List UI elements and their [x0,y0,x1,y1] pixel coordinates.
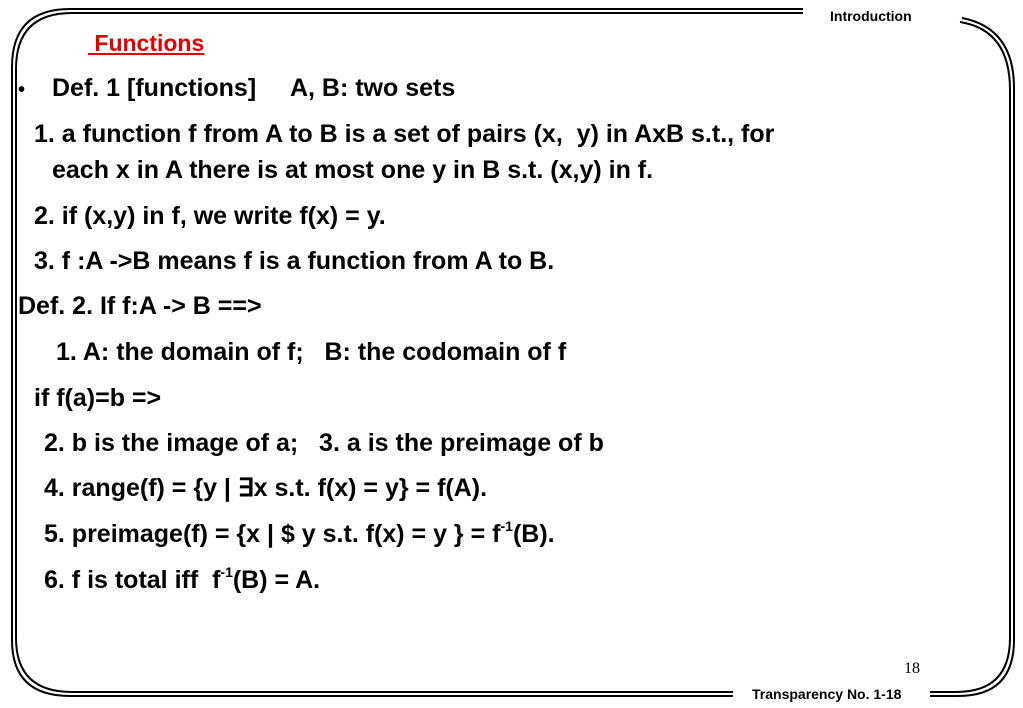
def1-item3: 3. f :A ->B means f is a function from A to B. [34,247,555,275]
transparency-footer: Transparency No. 1-18 [752,686,902,702]
slide-title: Functions [88,30,205,56]
def2-condition: if f(a)=b => [34,384,162,412]
page-number: 18 [904,660,920,677]
section-header: Introduction [830,8,912,24]
def2-item5-tail: (B). [512,520,555,548]
def1-item2: 2. if (x,y) in f, we write f(x) = y. [34,202,386,230]
inverse-superscript: -1 [500,518,513,534]
def2-heading: Def. 2. If f:A -> B ==> [18,292,262,320]
def2-item6-tail: (B) = A. [232,566,321,594]
def2-item1: 1. A: the domain of f; B: the codomain of f [56,338,567,366]
def2-items2-3: 2. b is the image of a; 3. a is the preimage of b [44,429,604,457]
def2-item6-text: 6. f is total iff f [44,566,221,594]
def2-item4: 4. range(f) = {y | ∃x s.t. f(x) = y} = f(A). [44,474,488,502]
def2-item5 [44,519,555,549]
def1-item1-line1: 1. a function f from A to B is a set of pairs (x, y) in AxB s.t., for [34,120,775,148]
slide-border-right-outer [930,18,1014,696]
slide-border-right-inner [930,22,1010,692]
def2-item6 [44,565,320,595]
def2-item5-text: 5. preimage(f) = {x | $ y s.t. f(x) = y } = f [44,520,501,548]
def1-item1-line2: each x in A there is at most one y in B s.t. (x,y) in f. [52,156,654,184]
inverse-superscript: -1 [220,564,233,580]
def1-heading: Def. 1 [functions] A, B: two sets [52,74,456,102]
bullet-point: • [18,79,26,101]
